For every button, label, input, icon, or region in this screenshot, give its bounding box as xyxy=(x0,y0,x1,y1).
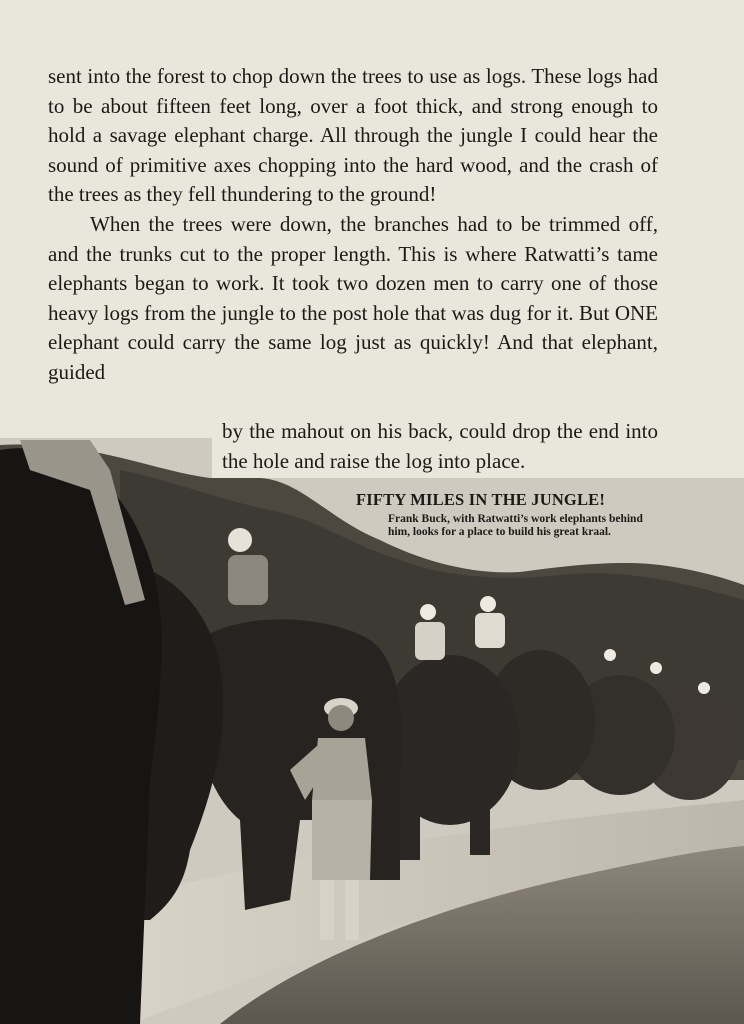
article-paragraph-2: When the trees were down, the branches had to be trimmed off, and the trunks cut to the proper length. This is where Ratwatti’s tame elephants began to work. It took two dozen men to carry one of those heavy logs from the jungle to the post hole that was dug for it. But ONE elephant could carry the same log just as quickly! And that elephant, guided xyxy=(48,211,658,384)
article-paragraph-1: sent into the forest to chop down the trees to use as logs. These logs had to be about fifteen feet long, over a foot thick, and strong enough to hold a savage elephant charge. All through the jungle I could hear the sound of primitive axes chopping into the hard wood, and the crash of the trees as they fell thundering to the ground! xyxy=(48,64,658,207)
article-paragraph-2-continued: by the mahout on his back, could drop the end into the hole and raise the log into place. xyxy=(222,419,658,473)
caption-title: FIFTY MILES IN THE JUNGLE! xyxy=(356,490,606,509)
elephant-foreground-1 xyxy=(0,448,162,1024)
article-body xyxy=(48,62,658,388)
caption-text: Frank Buck, with Ratwatti’s work elephants behind him, looks for a place to build his great kraal. xyxy=(388,513,643,538)
photo-caption xyxy=(356,490,656,539)
